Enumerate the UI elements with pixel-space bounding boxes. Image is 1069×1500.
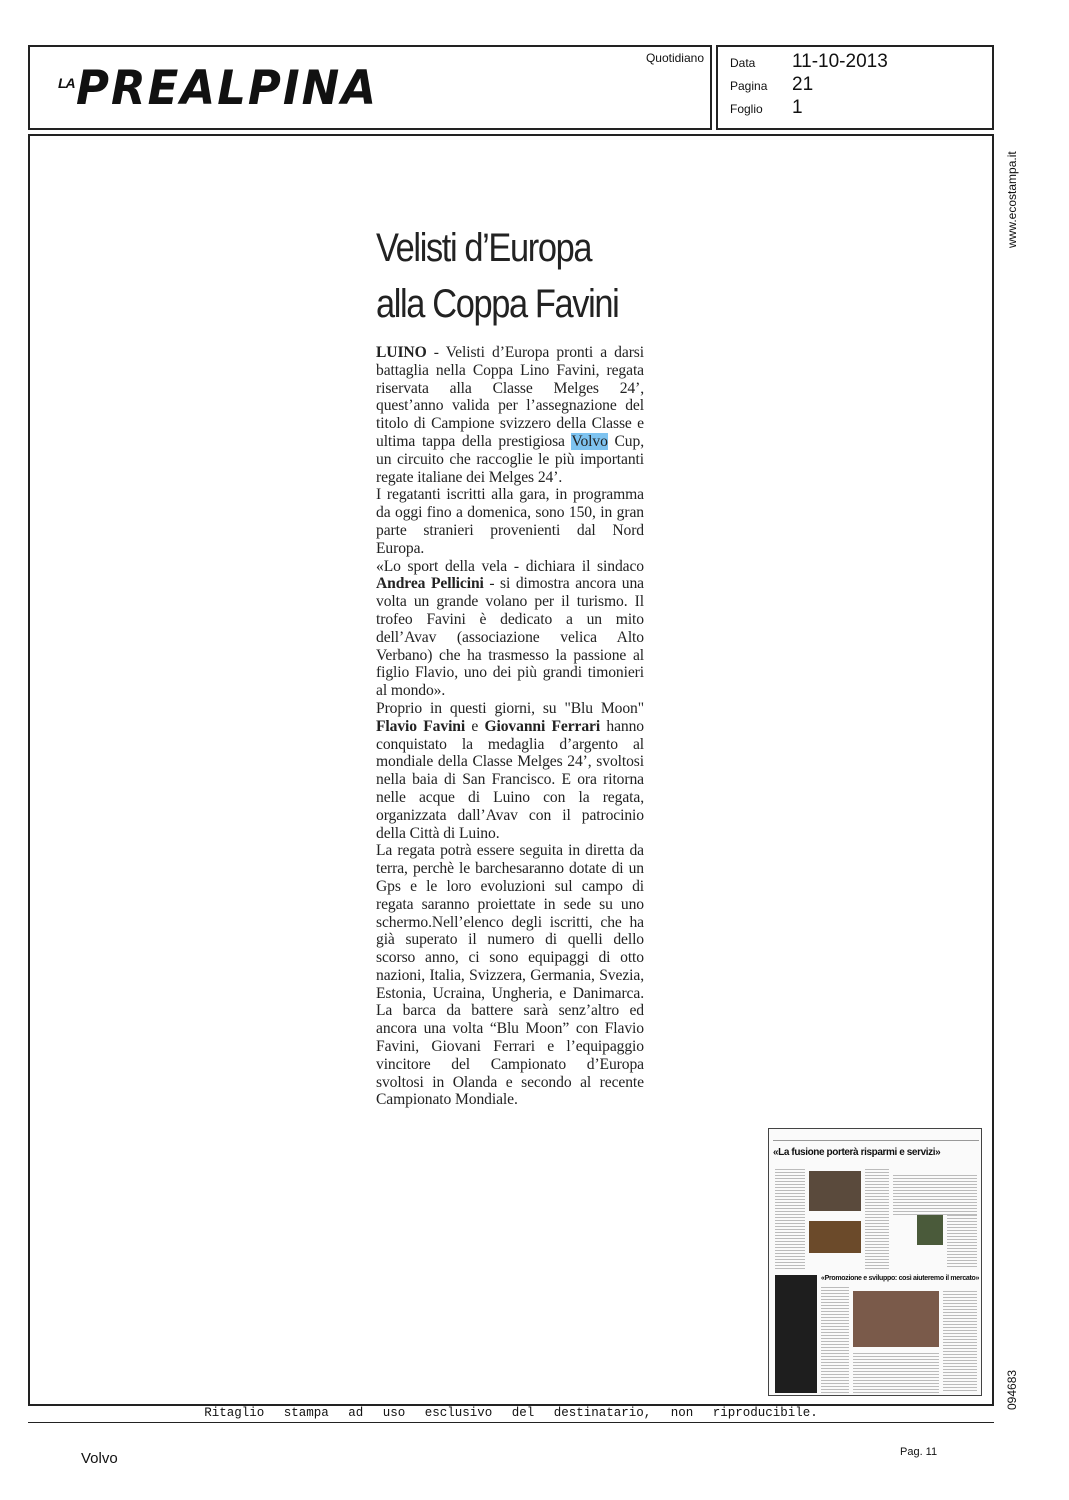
paragraph: I regatanti iscritti alla gara, in programma da oggi fino a domenica, sono 150, in gran parte stranieri provenienti dal Nord Europa. [376,486,644,557]
thumbnail-photo [809,1221,861,1253]
clipping-code: 094683 [1005,1369,1019,1410]
meta-box [716,45,994,130]
meta-row-sheet [730,97,803,119]
meta-row-page [730,74,813,96]
thumbnail-photo [809,1171,861,1211]
meta-label: Pagina [730,79,768,93]
page-number: Pag. 11 [900,1446,938,1458]
thumbnail-text-column [865,1169,889,1269]
thumbnail-text-column [943,1291,977,1393]
text-run: - Velisti d’Europa pronti a darsi battaglia nella Coppa Lino Favini, regata riservata alla Classe Melges 24’, quest’anno valida per l’assegnazione del titolo di Campione svizzero della Classe e ultima tappa della prestigiosa [376,344,644,450]
meta-value: 11-10-2013 [792,51,888,72]
person-name: Andrea Pellicini [376,575,484,593]
paragraph: La regata potrà essere seguita in diretta da terra, perchè le barchesaranno dotate di un Gps e le loro evoluzioni sul campo di regata saranno proiettate in sede su uno schermo.Nell’elenco degli iscritti, che ha già superato il numero di quelli dello scorso anno, ci sono equipaggi di otto nazioni, Italia, Svizzera, Germania, Svezia, Estonia, Ucraina, Ungheria, e Danimarca. La barca da battere sarà senz’altro ed ancora una volta “Blu Moon” con Flavio Favini, Giovani Ferrari e l’equipaggio vincitore del Campionato d’Europa svoltosi in Olanda e secondo al recente Campionato Mondiale. [376,842,644,1109]
dateline: LUINO [376,344,427,361]
highlighted-keyword: Volvo [571,432,608,450]
text-run: hanno conquistato la medaglia d’argento al mondiale della Classe Melges 24’, svoltosi nella baia di San Francisco. E ora ritorna nelle acque di Luino con la regata, organizzata dall’Avav con il patrocinio della Città di Luino. [376,717,644,842]
article [376,220,644,1109]
meta-value: 21 [792,74,814,95]
thumbnail-headline-secondary: «Promozione e sviluppo: così aiuteremo il mercato» [821,1275,980,1282]
text-run: e [465,717,485,735]
thumbnail-clipped-article [775,1275,817,1393]
thumbnail-text-column [775,1169,805,1269]
text-run: «Lo sport della vela - dichiara il sindaco [376,557,644,575]
thumbnail-headline: «La fusione porterà risparmi e servizi» [773,1147,941,1158]
thumbnail-text-column [947,1215,977,1269]
source-url: www.ecostampa.it [1005,151,1019,248]
thumbnail-text-column [821,1287,849,1393]
person-name: Giovanni Ferrari [484,717,601,735]
text-run: Proprio in questi giorni, su "Blu Moon" [376,699,644,717]
logo-prefix: LA [58,75,75,91]
meta-row-date [730,51,888,73]
thumbnail-header-rule [773,1130,979,1141]
thumbnail-photo [917,1215,943,1245]
meta-label: Data [730,56,756,70]
text-run: - si dimostra ancora una volta un grande volano per il turismo. Il trofeo Favini è dedicato a un mito dell’Avav (associazione velica Alto Verbano) che ha trasmesso la passione al figlio Flavio, uno dei più grandi timonieri al mondo». [376,575,644,700]
article-title [376,220,619,332]
article-body [376,344,644,1109]
paragraph [376,700,644,842]
meta-label: Foglio [730,102,763,116]
newspaper-logo: PREALPINA [76,59,379,116]
thumbnail-text-column [853,1353,939,1393]
text-run: Cup, un circuito che raccoglie le più importanti regate italiane dei Melges 24’. [376,432,644,486]
page-thumbnail [768,1128,982,1396]
client-keyword: Volvo [81,1450,118,1467]
publication-type: Quotidiano [645,51,704,65]
copyright-disclaimer: Ritaglio stampa ad uso esclusivo del destinatario, non riproducibile. [28,1406,994,1423]
paragraph [376,344,644,486]
meta-value: 1 [792,97,803,118]
thumbnail-photo [853,1291,939,1347]
thumbnail-text-column [893,1175,977,1215]
article-title-line1: Velisti d’Europa [376,226,592,270]
person-name: Flavio Favini [376,717,466,735]
masthead-box [28,45,712,130]
article-title-line2: alla Coppa Favini [376,282,619,326]
paragraph [376,558,644,700]
